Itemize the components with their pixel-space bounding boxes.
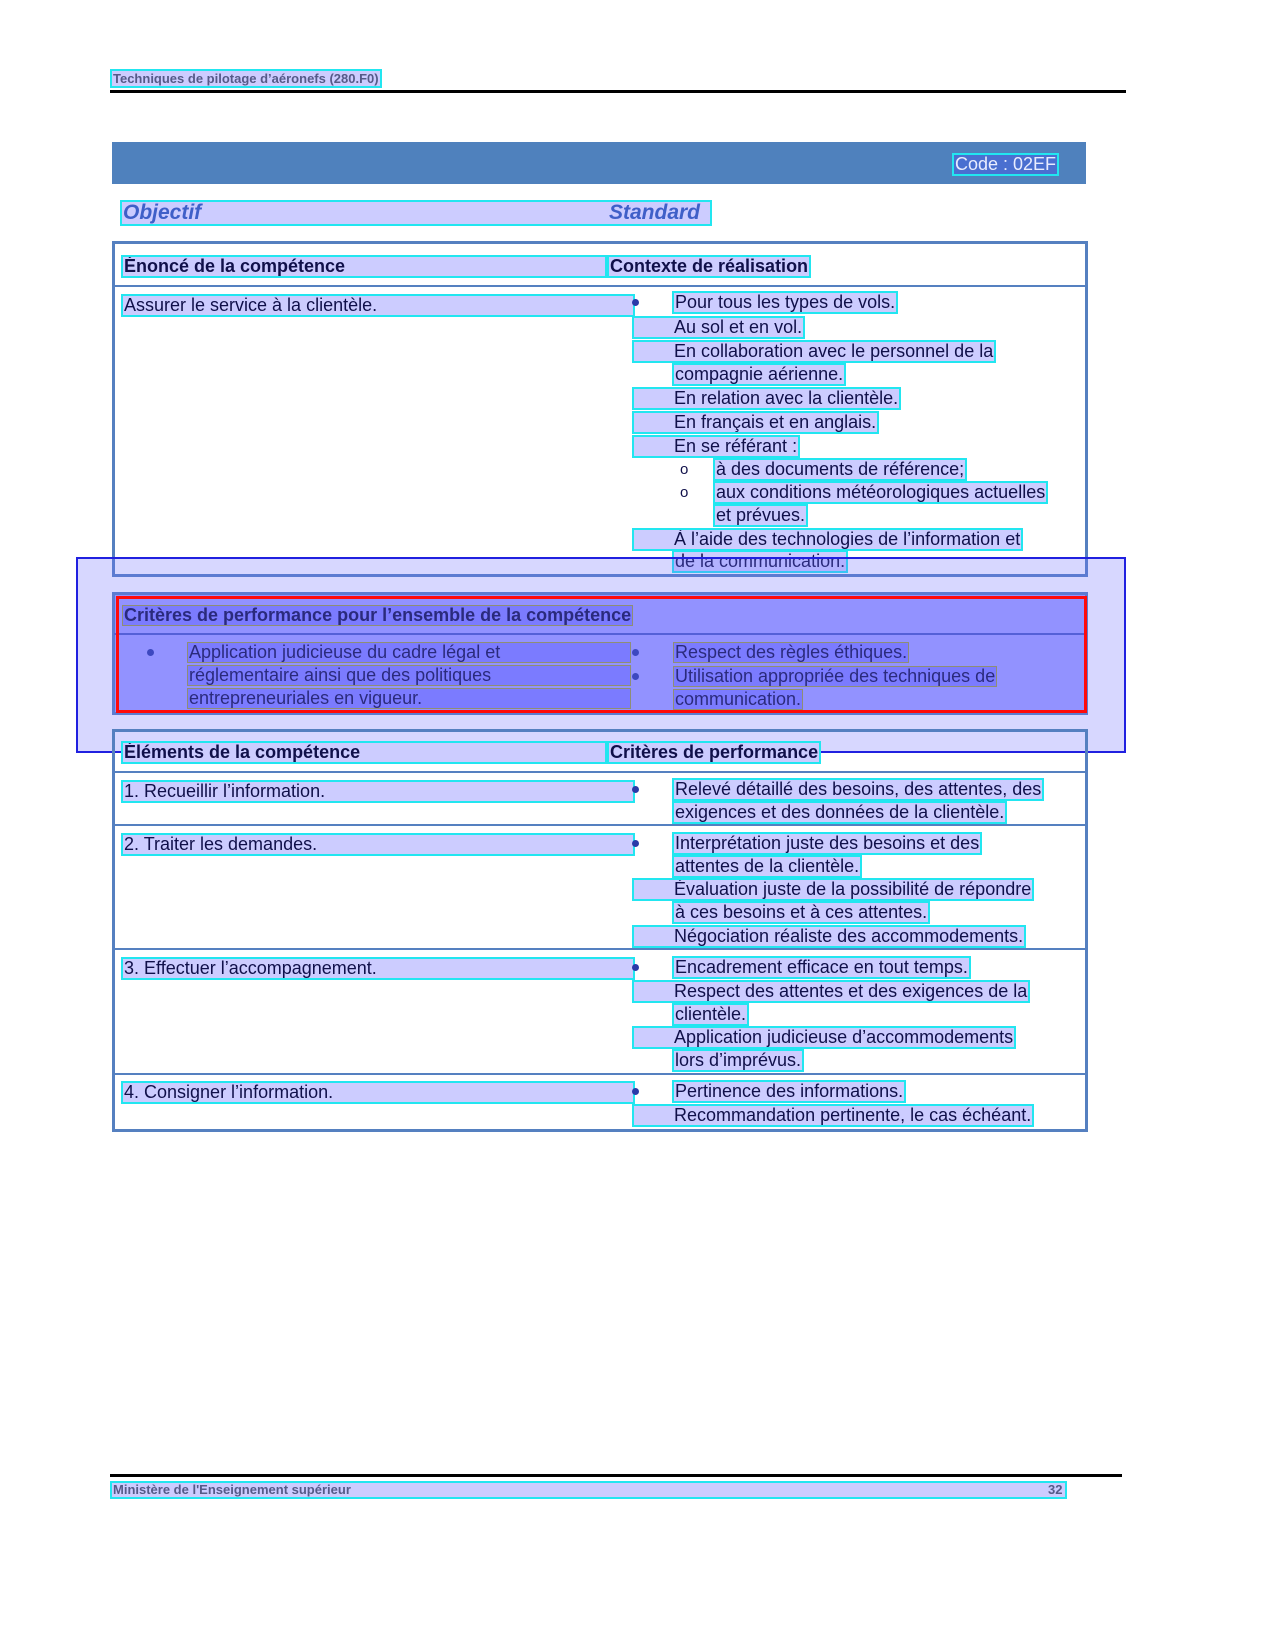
context-subitem: aux conditions météorologiques actuelles (716, 482, 1046, 502)
criterion-item: Encadrement efficace en tout temps. (675, 957, 968, 977)
divider (114, 948, 1086, 950)
criterion-text: communication. (675, 689, 802, 709)
criterion-text: entrepreneuriales en vigueur. (188, 689, 630, 708)
context-item: Au sol et en vol. (634, 318, 803, 337)
context-item: compagnie aérienne. (675, 364, 844, 384)
running-header: Techniques de pilotage d’aéronefs (280.F0) (113, 71, 379, 86)
criterion-item: Évaluation juste de la possibilité de répondre (634, 880, 1032, 899)
criterion-text: Utilisation appropriée des techniques de (675, 666, 996, 686)
context-item: En relation avec la clientèle. (634, 389, 899, 408)
divider (114, 1073, 1086, 1075)
context-item: En se référant : (634, 437, 798, 456)
code-bar (112, 142, 1086, 184)
objective-title: Objectif (123, 201, 202, 224)
criterion-item: Relevé détaillé des besoins, des attentes, des (675, 779, 1042, 799)
criterion-item: exigences et des données de la clientèle. (675, 802, 1005, 822)
element-item: 4. Consigner l’information. (123, 1083, 633, 1102)
standard-title: Standard (609, 201, 701, 224)
bullet-icon (632, 1088, 639, 1095)
criterion-item: Application judicieuse d’accommodements (634, 1028, 1014, 1047)
bullet-icon (632, 840, 639, 847)
competency-code: Code : 02EF (955, 154, 1057, 174)
divider (114, 771, 1086, 773)
bullet-icon (632, 964, 639, 971)
criterion-item: Recommandation pertinente, le cas échéant. (634, 1106, 1032, 1125)
criterion-item: Négociation réaliste des accommodements. (634, 927, 1024, 946)
sub-bullet-icon: o (680, 461, 689, 478)
page-number: 32 (1048, 1482, 1063, 1497)
footer-ministry: Ministère de l'Enseignement supérieur (113, 1482, 351, 1497)
element-item: 1. Recueillir l’information. (123, 782, 633, 801)
highlight-frame (116, 596, 1087, 713)
criterion-item: lors d’imprévus. (675, 1050, 802, 1070)
context-item: À l’aide des technologies de l’information et (634, 530, 1021, 549)
context-item: En français et en anglais. (634, 413, 877, 432)
criterion-text: Respect des règles éthiques. (675, 642, 908, 662)
element-item: 2. Traiter les demandes. (123, 835, 633, 854)
criterion-text: réglementaire ainsi que des politiques (188, 666, 630, 685)
footer-rule (110, 1474, 1122, 1477)
elements-header: Éléments de la compétence (123, 743, 605, 762)
statement-header: Énoncé de la compétence (123, 257, 605, 276)
context-subitem: et prévues. (716, 505, 806, 525)
criterion-text: Application judicieuse du cadre légal et (188, 643, 630, 662)
bullet-icon (632, 299, 639, 306)
criterion-item: attentes de la clientèle. (675, 856, 860, 876)
context-item: En collaboration avec le personnel de la (634, 342, 994, 361)
criterion-item: Pertinence des informations. (675, 1081, 904, 1101)
sub-bullet-icon: o (680, 484, 689, 501)
overall-criteria-header: Critères de performance pour l’ensemble de la compétence (124, 605, 632, 625)
competency-statement: Assurer le service à la clientèle. (123, 296, 633, 315)
divider (114, 285, 1086, 287)
context-item: de la communication. (675, 551, 846, 571)
context-header: Contexte de réalisation (610, 256, 809, 276)
criterion-item: clientèle. (675, 1004, 747, 1024)
header-rule (110, 90, 1126, 93)
bullet-icon (632, 786, 639, 793)
criterion-item: à ces besoins et à ces attentes. (675, 902, 928, 922)
criterion-item: Interprétation juste des besoins et des (675, 833, 980, 853)
context-item: Pour tous les types de vols. (675, 292, 896, 312)
context-subitem: à des documents de référence; (716, 459, 965, 479)
element-item: 3. Effectuer l’accompagnement. (123, 959, 633, 978)
divider (114, 824, 1086, 826)
statement-table (112, 241, 1088, 577)
criterion-item: Respect des attentes et des exigences de la (634, 982, 1028, 1001)
criteria-header: Critères de performance (610, 742, 819, 762)
